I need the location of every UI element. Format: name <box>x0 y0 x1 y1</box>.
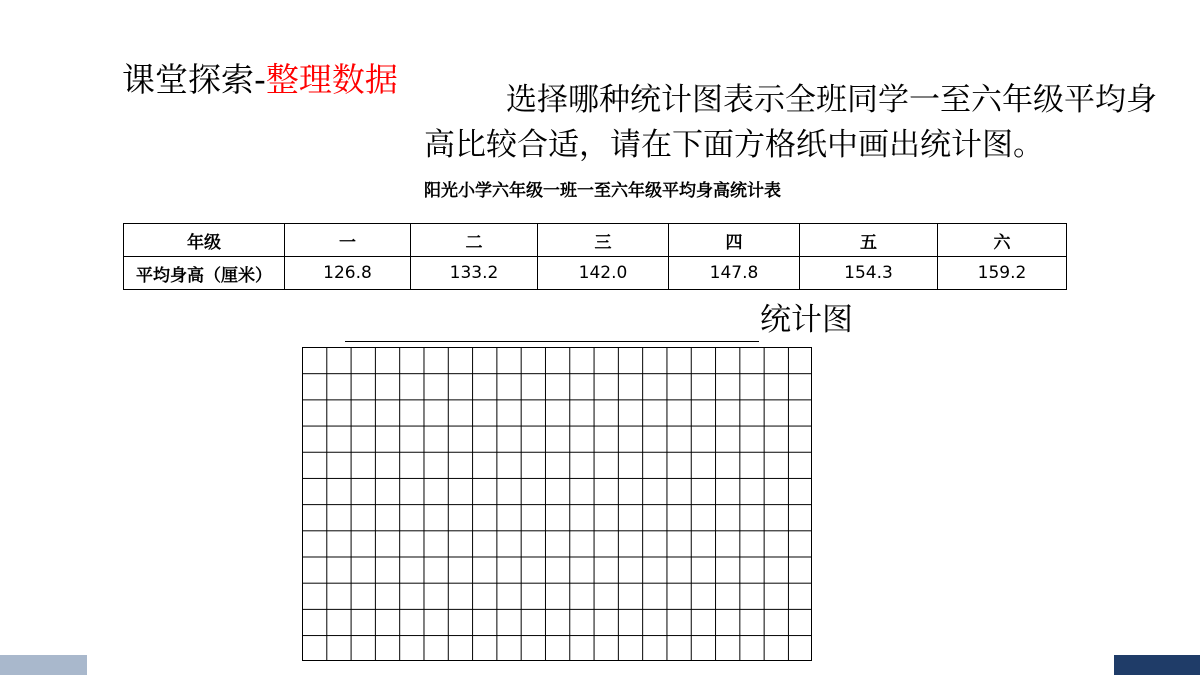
height-cell: 159.2 <box>938 257 1067 290</box>
grade-cell: 一 <box>285 224 411 257</box>
slide-title <box>122 58 398 102</box>
table-header-row <box>124 224 1067 257</box>
graph-paper-grid <box>302 347 812 661</box>
grade-cell: 二 <box>411 224 538 257</box>
height-cell: 126.8 <box>285 257 411 290</box>
table-data-row <box>124 257 1067 290</box>
height-cell: 154.3 <box>800 257 938 290</box>
table-title: 阳光小学六年级一班一至六年级平均身高统计表 <box>424 181 781 201</box>
height-cell: 142.0 <box>538 257 669 290</box>
footer-accent-right <box>1114 655 1200 675</box>
grade-cell: 三 <box>538 224 669 257</box>
header-label: 年级 <box>124 224 285 257</box>
row-label: 平均身高（厘米） <box>124 257 285 290</box>
grade-cell: 四 <box>669 224 800 257</box>
grade-cell: 六 <box>938 224 1067 257</box>
height-cell: 133.2 <box>411 257 538 290</box>
title-accent: 整理数据 <box>265 60 398 99</box>
height-table <box>123 223 1067 290</box>
chart-suffix-label: 统计图 <box>760 302 853 338</box>
footer-accent-left <box>0 655 87 675</box>
title-main: 课堂探索- <box>122 60 266 99</box>
grade-cell: 五 <box>800 224 938 257</box>
height-cell: 147.8 <box>669 257 800 290</box>
chart-name-blank <box>345 341 759 342</box>
question-prompt: 选择哪种统计图表示全班同学一至六年级平均身高比较合适，请在下面方格纸中画出统计图。 <box>424 82 1157 163</box>
